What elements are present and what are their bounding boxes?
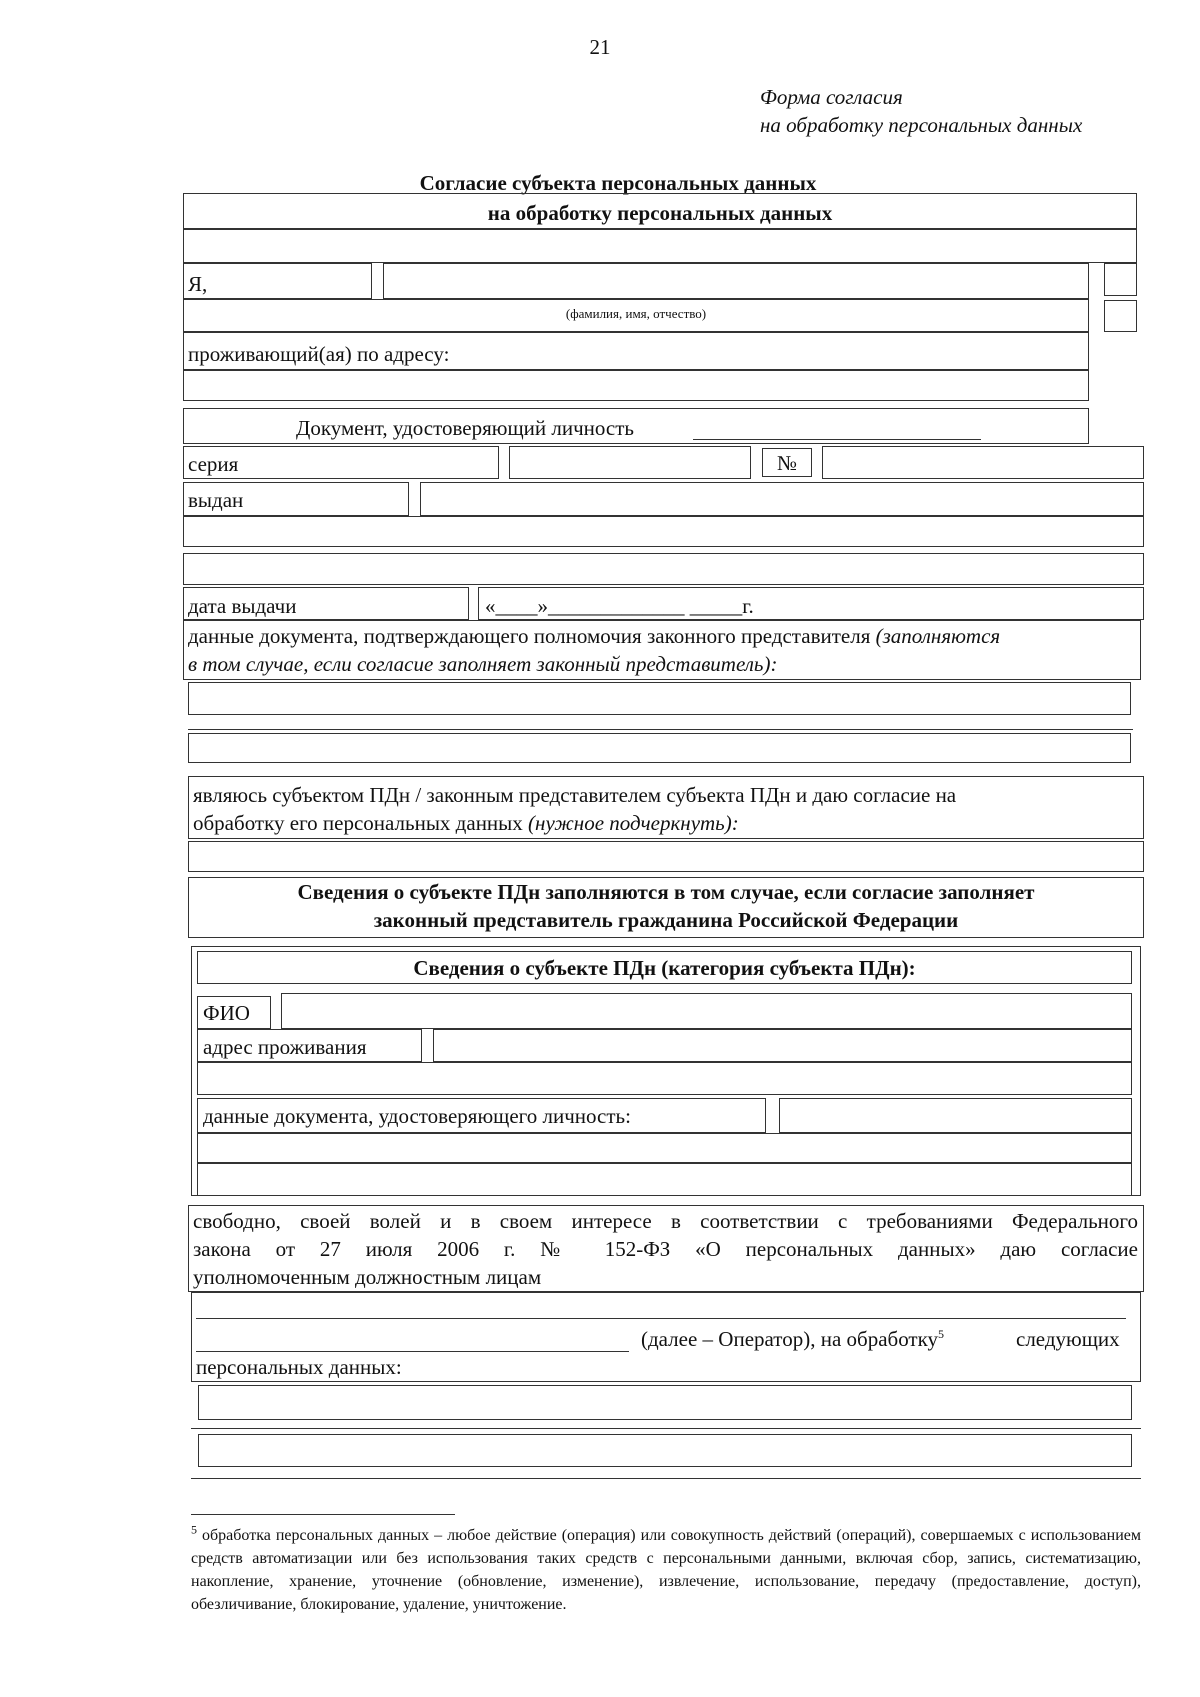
subject-status-text: обработку его персональных данных xyxy=(193,811,523,835)
subject-status-line1: являюсь субъектом ПДн / законным представителем субъекта ПДн и даю согласие на xyxy=(193,783,957,807)
subject-fio-field[interactable] xyxy=(281,993,1132,1029)
consent-line3: уполномоченным должностным лицам xyxy=(193,1265,542,1289)
subject-document-field-line2[interactable] xyxy=(197,1133,1132,1163)
operator-label: (далее – Оператор), на обработку xyxy=(641,1327,939,1351)
representative-text-line1 xyxy=(188,624,1000,648)
address-field[interactable] xyxy=(183,370,1089,401)
footnote-separator xyxy=(191,1514,455,1515)
representative-text: данные документа, подтверждающего полномочия законного представителя xyxy=(188,624,871,648)
issue-date-label: дата выдачи xyxy=(188,594,297,618)
footnote xyxy=(191,1524,1141,1616)
operator-text xyxy=(641,1327,944,1351)
subject-info-heading-line1: Сведения о субъекте ПДн заполняются в том случае, если согласие заполняет xyxy=(297,880,1035,904)
series-field[interactable] xyxy=(509,446,751,479)
representative-note-start: (заполняются xyxy=(875,624,1001,648)
footnote-ref: 5 xyxy=(938,1327,945,1341)
ya-label-cell xyxy=(183,263,372,299)
fio-field[interactable] xyxy=(383,263,1089,299)
operator-line1 xyxy=(196,1318,1126,1319)
number-label: № xyxy=(776,451,798,475)
operator-line2 xyxy=(196,1351,629,1352)
issued-field-line3[interactable] xyxy=(183,553,1144,585)
subject-document-label: данные документа, удостоверяющего личность: xyxy=(203,1104,631,1128)
form-caption-line1: Форма согласия xyxy=(760,85,903,109)
empty-row xyxy=(183,229,1137,263)
consent-line1: свободно, своей волей и в своем интересе в соответствии с требованиями Федерального xyxy=(193,1209,1138,1233)
issue-date-template: «____»_____________ _____г. xyxy=(485,594,754,618)
subject-info-subheading: Сведения о субъекте ПДн (категория субъекта ПДн): xyxy=(413,956,916,980)
consent-line2: закона от 27 июля 2006 г. № 152-ФЗ «О персональных данных» даю согласие xyxy=(193,1237,1138,1261)
personal-data-field-1[interactable] xyxy=(198,1385,1132,1420)
document-type-line xyxy=(693,439,981,440)
issued-field[interactable] xyxy=(420,482,1144,516)
representative-field-2[interactable] xyxy=(188,733,1131,763)
subject-status-line2 xyxy=(193,811,739,835)
personal-data-bottom-line xyxy=(191,1478,1141,1479)
fio-side-box-top xyxy=(1104,263,1137,296)
personal-data-field-2[interactable] xyxy=(198,1434,1132,1467)
number-field[interactable] xyxy=(822,446,1144,479)
document-label: Документ, удостоверяющий личность xyxy=(296,416,634,440)
form-caption-line2: на обработку персональных данных xyxy=(760,113,1083,137)
subject-address-label: адрес проживания xyxy=(203,1035,367,1059)
representative-note: в том случае, если согласие заполняет законный представитель): xyxy=(188,652,778,676)
consent-line5: персональных данных: xyxy=(196,1355,402,1379)
personal-data-separator xyxy=(191,1428,1141,1429)
subject-status-field[interactable] xyxy=(188,841,1144,872)
subject-address-field[interactable] xyxy=(433,1029,1132,1062)
address-label: проживающий(ая) по адресу: xyxy=(188,342,450,366)
footnote-number: 5 xyxy=(191,1522,197,1537)
subject-document-field-line3[interactable] xyxy=(197,1163,1132,1196)
fio-side-box-bottom xyxy=(1104,300,1137,332)
representative-field-underline xyxy=(188,729,1133,730)
form-title-line2: на обработку персональных данных xyxy=(487,201,833,225)
page-number: 21 xyxy=(589,35,611,59)
representative-field-1[interactable] xyxy=(188,682,1131,715)
operator-following: следующих xyxy=(1016,1327,1120,1351)
issued-field-line2[interactable] xyxy=(183,516,1144,547)
series-label: серия xyxy=(188,452,239,476)
subject-info-heading-line2: законный представитель гражданина Российской Федерации xyxy=(373,908,959,932)
ya-label: Я, xyxy=(188,272,208,296)
subject-document-field[interactable] xyxy=(779,1098,1132,1133)
subject-fio-label: ФИО xyxy=(203,1001,250,1025)
footnote-text: обработка персональных данных – любое действие (операция) или совокупность действий (операций), совершаемых с использованием средств автоматизации или без использования таких средств с персональными данными, включая сбор, запись, систематизацию, накопление, хранение, уточнение (обновление, изменение), извлечение, использование, передачу (предоставление, доступ), обезличивание, блокирование, удаление, уничтожение. xyxy=(191,1527,1142,1613)
subject-address-field-line2[interactable] xyxy=(197,1062,1132,1095)
fio-hint: (фамилия, имя, отчество) xyxy=(565,306,707,321)
subject-status-note: (нужное подчеркнуть): xyxy=(528,811,739,835)
issued-label: выдан xyxy=(188,488,244,512)
form-title-line1: Согласие субъекта персональных данных xyxy=(419,171,817,195)
